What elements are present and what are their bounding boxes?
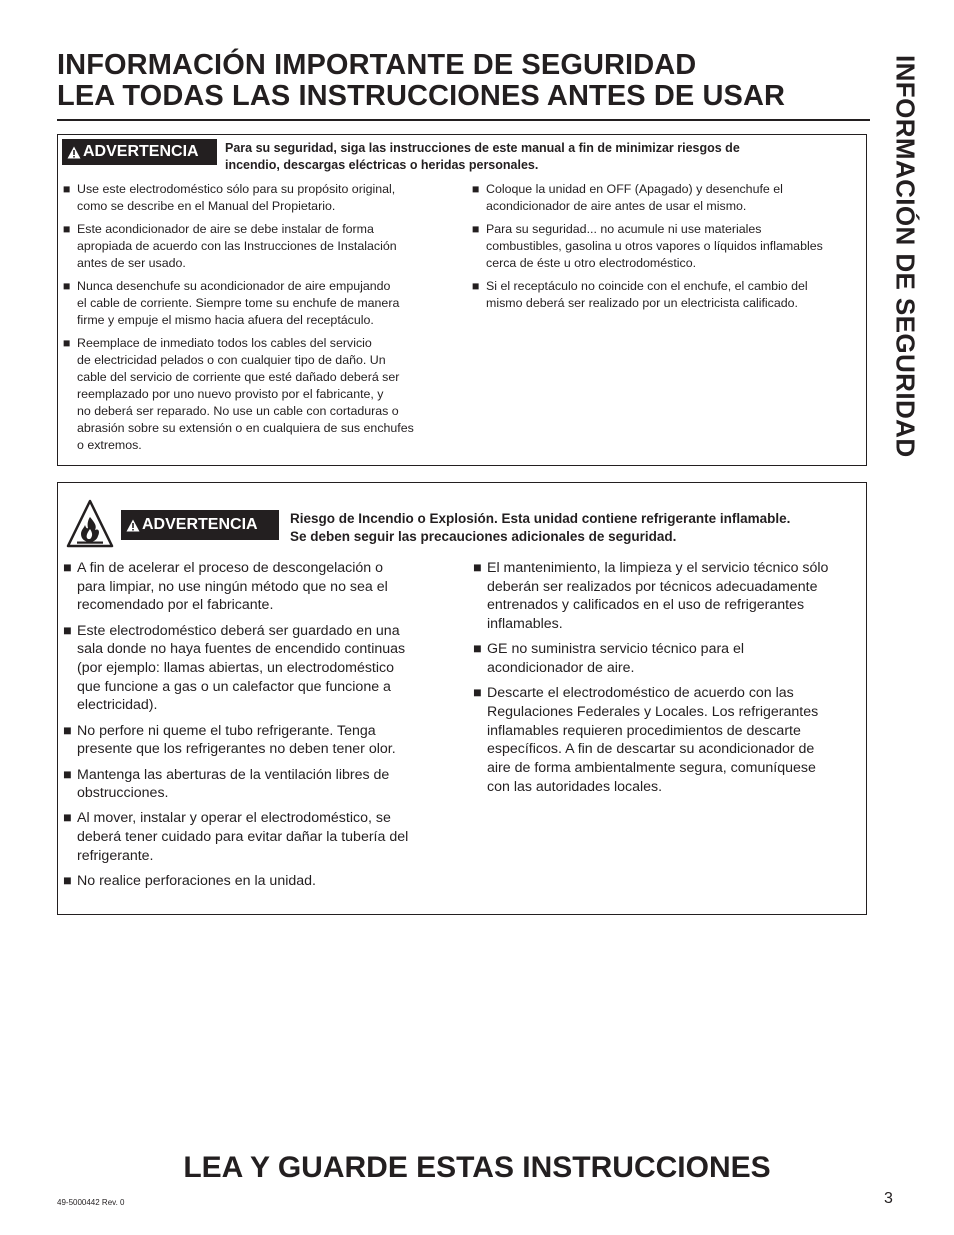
warning-lead-line: Se deben seguir las precauciones adicionales de seguridad. — [290, 529, 677, 544]
list-item-line: Al mover, instalar y operar el electrodoméstico, se — [77, 810, 391, 827]
side-tab — [880, 55, 930, 525]
list-item-line: Coloque la unidad en OFF (Apagado) y desenchufe el — [486, 182, 783, 196]
list-item-line: inflamables. — [487, 616, 563, 633]
list-item-line: Mantenga las aberturas de la ventilación libres de — [77, 766, 390, 783]
bullet-square-icon: ■ — [63, 766, 72, 783]
list-item-line: el cable de corriente. Siempre tome su enchufe de manera — [77, 296, 400, 310]
list-item-line: Regulaciones Federales y Locales. Los refrigerantes — [487, 703, 819, 720]
list-item-line: firme y empuje el mismo hacia afuera del receptáculo. — [77, 313, 374, 327]
list-item-line: electricidad). — [77, 697, 158, 714]
list-item-line: Este electrodoméstico deberá ser guardado en una — [77, 622, 400, 639]
list-item — [63, 559, 443, 615]
list-item-line: apropiada de acuerdo con las Instrucciones de Instalación — [77, 239, 397, 253]
list-item-line: refrigerante. — [77, 847, 154, 864]
list-item-line: como se describe en el Manual del Propietario. — [77, 199, 336, 213]
warning-triangle-icon — [126, 519, 140, 532]
list-item-line: GE no suministra servicio técnico para el — [487, 641, 745, 658]
warning-list-left — [63, 181, 458, 460]
list-item-line: Descarte el electrodoméstico de acuerdo con las — [487, 685, 794, 702]
bullet-square-icon: ■ — [472, 182, 480, 196]
list-item-line: o extremos. — [77, 438, 142, 452]
fire-warning-list-right — [473, 559, 863, 803]
list-item — [473, 640, 863, 677]
list-item-line: acondicionador de aire. — [487, 660, 635, 677]
page-title — [57, 50, 785, 112]
bullet-square-icon: ■ — [472, 222, 480, 236]
bullet-square-icon: ■ — [63, 873, 72, 890]
footer-title: LEA Y GUARDE ESTAS INSTRUCCIONES — [183, 1151, 771, 1184]
page-number: 3 — [884, 1190, 893, 1207]
list-item-line: específicos. A fin de descartar su acondicionador de — [487, 741, 815, 758]
list-item-line: entrenados y calificados en el uso de refrigerantes — [487, 597, 805, 614]
list-item — [63, 766, 443, 803]
warning-lead-text — [225, 140, 835, 174]
bullet-square-icon: ■ — [473, 641, 482, 658]
bullet-square-icon: ■ — [63, 722, 72, 739]
list-item-line: Para su seguridad... no acumule ni use materiales — [486, 222, 762, 236]
side-tab-label: INFORMACIÓN DE SEGURIDAD — [890, 55, 921, 458]
list-item-line: cable del servicio de corriente que esté dañado deberá ser — [77, 370, 400, 384]
list-item — [472, 181, 862, 215]
safety-warning-box — [57, 134, 867, 466]
flammable-warning-icon — [66, 499, 114, 549]
list-item-line: (por ejemplo: llamas abiertas, un electrodoméstico — [77, 660, 395, 677]
warning-lead-line: Para su seguridad, siga las instrucciones de este manual a fin de minimizar riesgos de — [225, 141, 740, 155]
list-item-line: deberán ser realizados por técnicos adecuadamente — [487, 578, 818, 595]
list-item-line: No perfore ni queme el tubo refrigerante. Tenga — [77, 722, 376, 739]
list-item — [63, 722, 443, 759]
fire-warning-box — [57, 482, 867, 915]
warning-badge-label: ADVERTENCIA — [142, 516, 258, 533]
bullet-square-icon: ■ — [63, 182, 71, 196]
list-item — [63, 622, 443, 716]
list-item — [63, 181, 458, 215]
list-item-line: deberá tener cuidado para evitar dañar la tubería del — [77, 829, 409, 846]
list-item — [472, 278, 862, 312]
list-item-line: reemplazado por uno nuevo provisto por el fabricante, y — [77, 387, 384, 401]
warning-list-right — [472, 181, 862, 318]
list-item-line: de electricidad pelados o con cualquier tipo de daño. Un — [77, 353, 386, 367]
warning-lead-line: Riesgo de Incendio o Explosión. Esta unidad contiene refrigerante inflamable. — [290, 511, 791, 526]
list-item — [63, 278, 458, 329]
list-item — [472, 221, 862, 272]
list-item-line: no deberá ser reparado. No use un cable con cortaduras o — [77, 404, 399, 418]
warning-badge-label: ADVERTENCIA — [83, 143, 199, 160]
list-item — [473, 684, 863, 796]
warning-triangle-icon — [67, 146, 81, 159]
document-number: 49-5000442 Rev. 0 — [57, 1198, 125, 1207]
list-item-line: Este acondicionador de aire se debe instalar de forma — [77, 222, 374, 236]
list-item-line: El mantenimiento, la limpieza y el servicio técnico sólo — [487, 560, 829, 576]
list-item-line: recomendado por el fabricante. — [77, 597, 274, 614]
warning-badge — [121, 510, 279, 540]
bullet-square-icon: ■ — [63, 279, 71, 293]
list-item-line: cerca de éste u otro electrodoméstico. — [486, 256, 697, 270]
list-item-line: que funcione a gas o un calefactor que funcione a — [77, 678, 391, 695]
bullet-square-icon: ■ — [63, 560, 72, 576]
page-title-line2: LEA TODAS LAS INSTRUCCIONES ANTES DE USAR — [57, 80, 786, 112]
list-item-line: aire de forma ambientalmente segura, comuníquese — [487, 760, 816, 777]
list-item — [63, 872, 443, 891]
list-item — [63, 809, 443, 865]
list-item-line: No realice perforaciones en la unidad. — [77, 873, 316, 890]
page-title-line1: INFORMACIÓN IMPORTANTE DE SEGURIDAD — [57, 49, 697, 81]
list-item-line: antes de ser usado. — [77, 256, 186, 270]
warning-lead-line: incendio, descargas eléctricas o heridas personales. — [225, 158, 539, 172]
bullet-square-icon: ■ — [472, 279, 480, 293]
list-item-line: sala donde no haya fuentes de encendido continuas — [77, 641, 406, 658]
list-item-line: Si el receptáculo no coincide con el enchufe, el cambio del — [486, 279, 808, 293]
list-item — [63, 221, 458, 272]
list-item-line: presente que los refrigerantes no deben tener olor. — [77, 741, 396, 758]
fire-warning-list-left — [63, 559, 443, 897]
warning-lead-text — [290, 510, 870, 546]
bullet-square-icon: ■ — [63, 336, 71, 350]
list-item-line: Use este electrodoméstico sólo para su propósito original, — [77, 182, 396, 196]
list-item-line: Nunca desenchufe su acondicionador de aire empujando — [77, 279, 391, 293]
bullet-square-icon: ■ — [63, 222, 71, 236]
bullet-square-icon: ■ — [63, 810, 72, 827]
list-item — [63, 335, 458, 454]
warning-badge — [62, 139, 217, 165]
list-item-line: con las autoridades locales. — [487, 778, 663, 795]
list-item-line: para limpiar, no use ningún método que no sea el — [77, 578, 388, 595]
list-item — [473, 559, 863, 634]
list-item-line: acondicionador de aire antes de usar el mismo. — [486, 199, 747, 213]
list-item-line: obstrucciones. — [77, 785, 169, 802]
list-item-line: mismo deberá ser realizado por un electricista calificado. — [486, 296, 798, 310]
list-item-line: Reemplace de inmediato todos los cables del servicio — [77, 336, 372, 350]
bullet-square-icon: ■ — [473, 685, 482, 702]
list-item-line: inflamables requieren procedimientos de descarte — [487, 722, 801, 739]
bullet-square-icon: ■ — [63, 622, 72, 639]
bullet-square-icon: ■ — [473, 560, 482, 576]
list-item-line: combustibles, gasolina u otros vapores o líquidos inflamables — [486, 239, 823, 253]
list-item-line: A fin de acelerar el proceso de descongelación o — [77, 560, 384, 576]
title-rule — [57, 119, 870, 121]
list-item-line: abrasión sobre su extensión o en cualquiera de sus enchufes — [77, 421, 414, 435]
